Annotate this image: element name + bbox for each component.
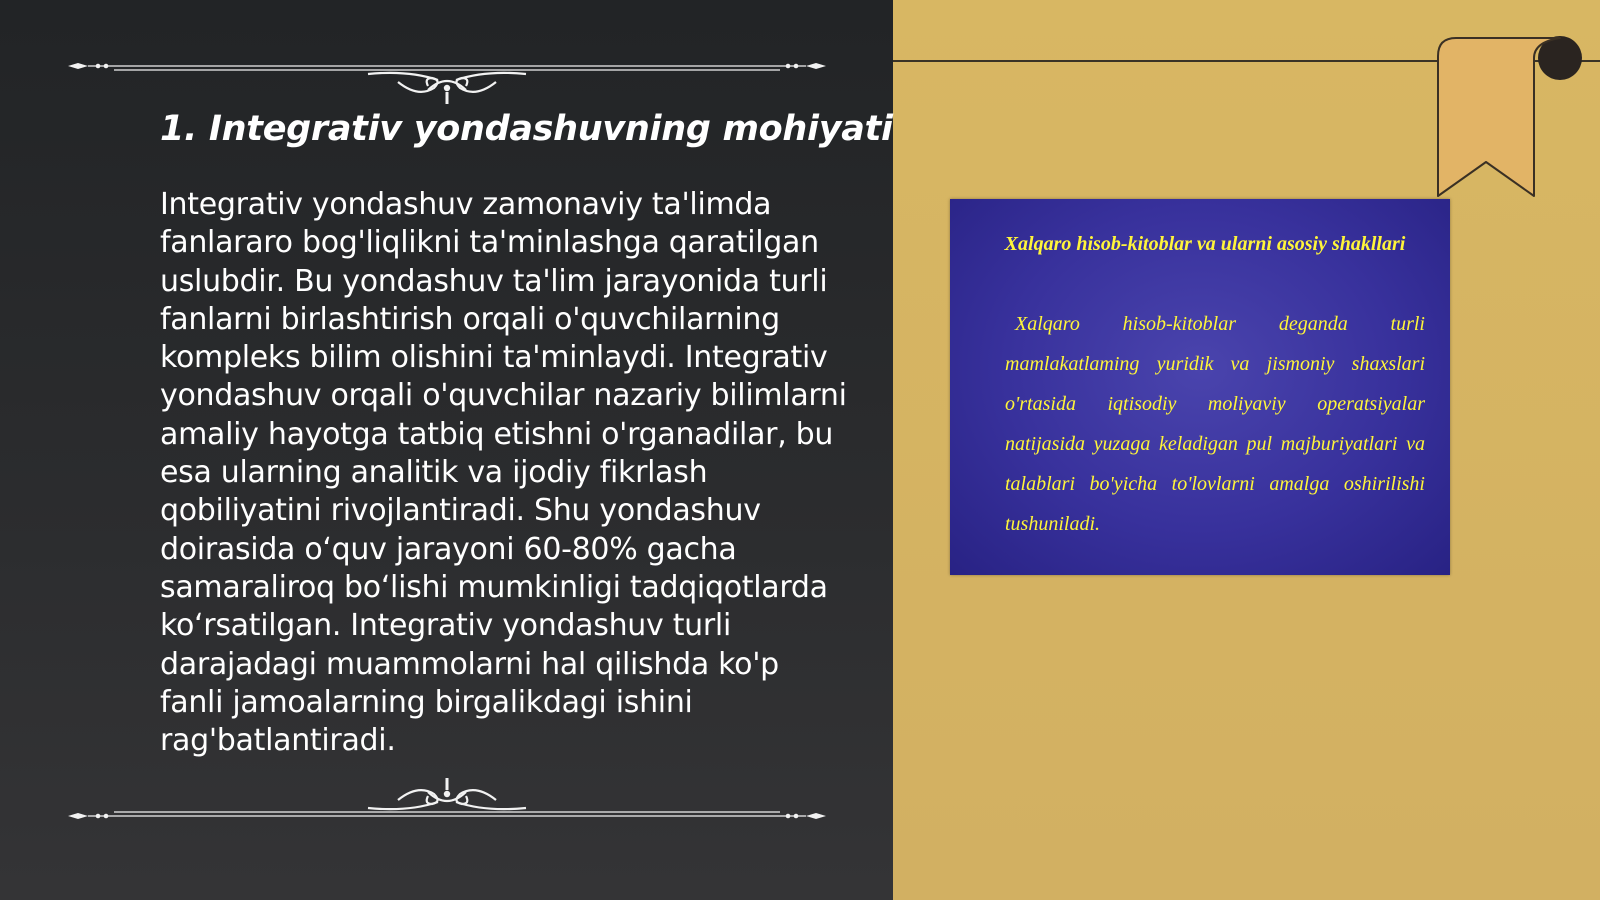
document-image: [950, 199, 1450, 575]
bookmark-ribbon: [1430, 34, 1590, 204]
ornamental-divider-top: [68, 52, 826, 112]
body-paragraph: Integrativ yondashuv zamonaviy ta'limda fanlararo bog'liqlikni ta'minlashga qaratilgan uslubdir. Bu yondashuv ta'lim jarayonida turli fanlarni birlashtirish orqali o'quvchilarning kompleks bilim olishini ta'minlaydi. Integrativ yondashuv orqali o'quvchilar nazariy bilimlarni amaliy hayotga tatbiq etishni o'rganadilar, bu esa ularning analitik va ijodiy fikrlash qobiliyatini rivojlantiradi. Shu yondashuv doirasida o‘quv jarayoni 60-80% gacha samaraliroq bo‘lishi mumkinligi tadqiqotlarda ko‘rsatilgan. Integrativ yondashuv turli darajadagi muammolarni hal qilishda ko'p fanli jamoalarning birgalikdagi ishini rag'batlantiradi.: [160, 187, 847, 759]
slide-title: 1. Integrativ yondashuvning mohiyati: [160, 109, 893, 149]
image-paragraph: Xalqaro hisob-kitoblar deganda turli mamlakatlaming yuridik va jismoniy shaxslari o'rtasida iqtisodiy moliyaviy operatsiyalar natijasida yuzaga keladigan pul majburiyatlari va talablari bo'yicha to'lovlarni amalga oshirilishi tushuniladi.: [1005, 313, 1425, 535]
ornamental-divider-bottom: [68, 770, 826, 830]
image-title: Xalqaro hisob-kitoblar va ularni asosiy shakllari: [1004, 233, 1406, 255]
